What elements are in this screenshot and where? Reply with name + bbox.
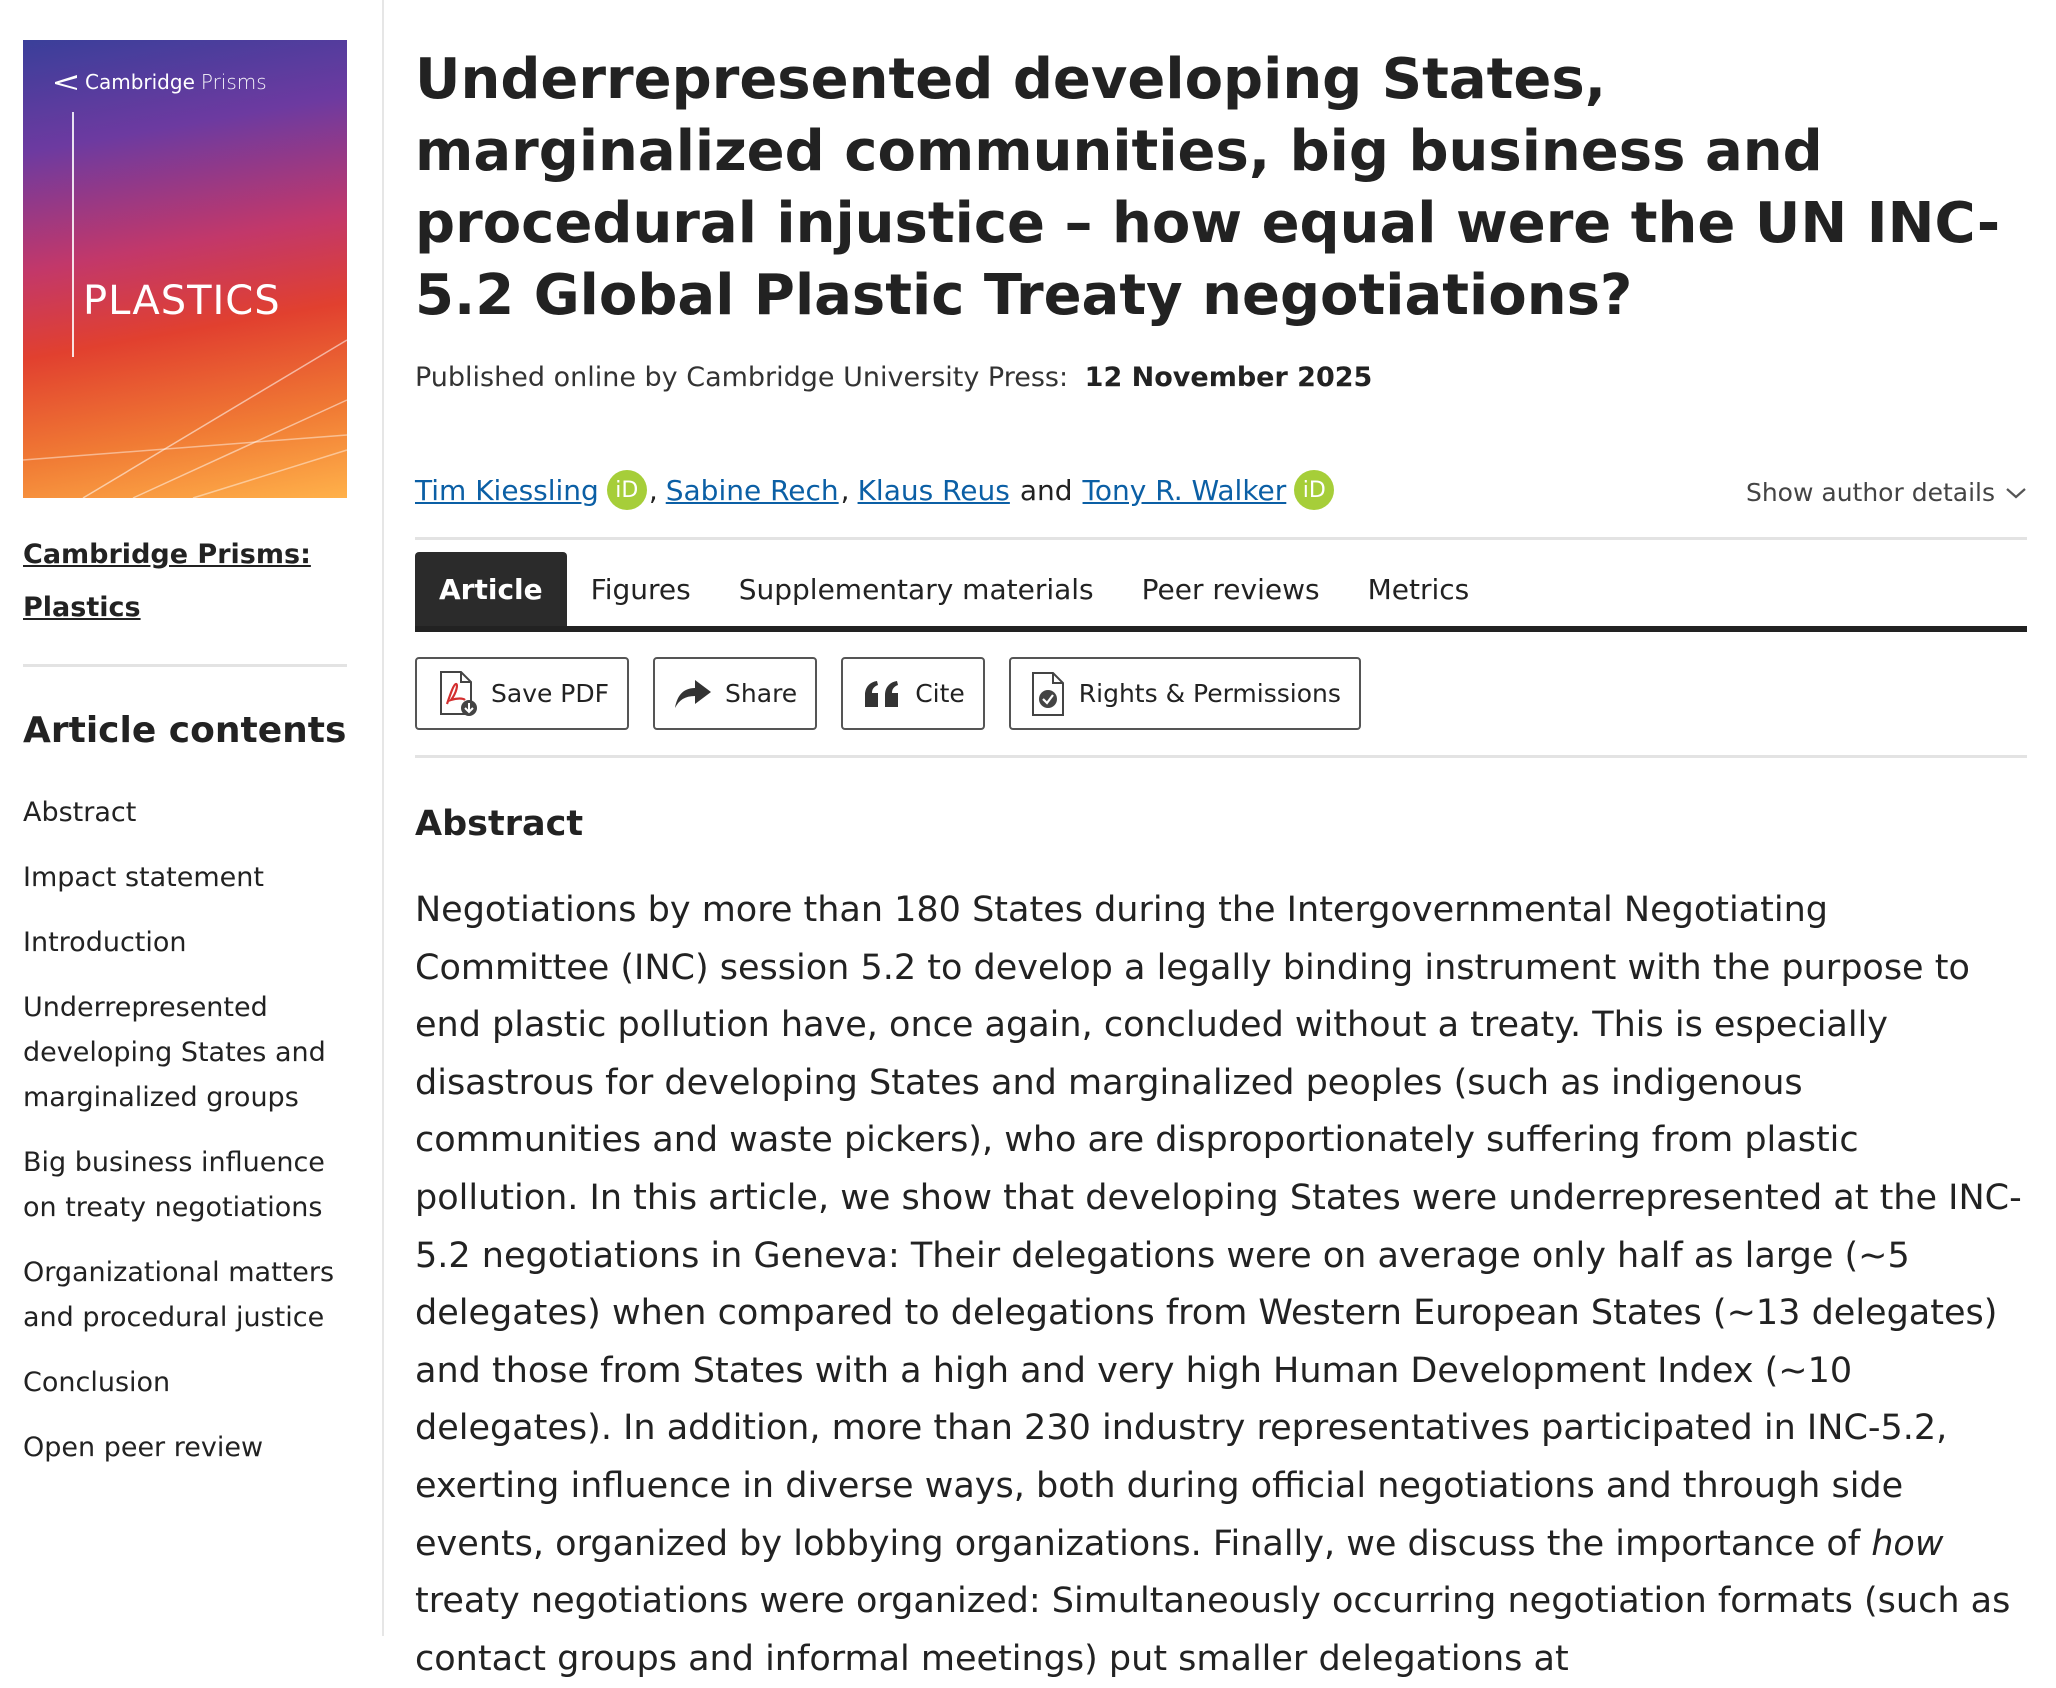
cover-title: PLASTICS xyxy=(83,278,281,324)
cite-label: Cite xyxy=(915,679,965,708)
abstract-heading: Abstract xyxy=(415,804,584,844)
contents-item-impact-statement[interactable]: Impact statement xyxy=(23,862,264,893)
share-label: Share xyxy=(725,679,798,708)
show-author-details-button[interactable] xyxy=(1746,478,2027,507)
abstract-emphasis: how xyxy=(1871,1523,1944,1564)
save-pdf-label: Save PDF xyxy=(491,679,610,708)
sidebar-divider xyxy=(23,664,347,667)
cite-button[interactable] xyxy=(841,657,985,730)
tab-figures[interactable]: Figures xyxy=(590,572,691,606)
abstract-text xyxy=(415,882,2027,1688)
tab-metrics[interactable]: Metrics xyxy=(1367,572,1470,606)
orcid-icon[interactable]: iD xyxy=(1294,470,1334,510)
contents-item-introduction[interactable]: Introduction xyxy=(23,927,187,958)
author-list xyxy=(415,470,1334,510)
abstract-text-part-2: treaty negotiations were organized: Simultaneously occurring negotiation formats (such as contact groups and informal meetings) put smaller delegations at xyxy=(415,1581,2011,1679)
author-link-3[interactable]: Klaus Reus xyxy=(857,473,1010,507)
contents-item-open-peer-review[interactable]: Open peer review xyxy=(23,1432,264,1463)
cover-brand-strong: Cambridge xyxy=(85,70,195,94)
contents-item-big-business[interactable]: Big business influence on treaty negotiations xyxy=(23,1147,325,1223)
author-link-1[interactable]: Tim Kiessling xyxy=(415,473,599,507)
contents-item-conclusion[interactable]: Conclusion xyxy=(23,1367,171,1398)
article-tabs xyxy=(415,552,2027,632)
share-arrow-icon xyxy=(673,678,713,710)
contents-item-abstract[interactable]: Abstract xyxy=(23,797,137,828)
published-line xyxy=(415,362,1372,393)
orcid-icon[interactable]: iD xyxy=(607,470,647,510)
pdf-download-icon xyxy=(435,670,479,718)
sidebar xyxy=(0,0,384,1636)
chevron-down-icon xyxy=(2005,486,2027,500)
journal-cover[interactable] xyxy=(23,40,347,498)
author-separator: , xyxy=(648,473,658,507)
rights-permissions-button[interactable] xyxy=(1009,657,1361,730)
author-separator: , xyxy=(840,473,850,507)
author-and: and xyxy=(1019,473,1073,507)
save-pdf-button[interactable] xyxy=(415,657,629,730)
journal-name-link[interactable]: Cambridge Prisms: Plastics xyxy=(23,539,311,623)
share-button[interactable] xyxy=(653,657,817,730)
cover-divider xyxy=(72,112,74,357)
rights-permissions-label: Rights & Permissions xyxy=(1078,679,1341,708)
header-divider xyxy=(415,537,2027,540)
published-label: Published online by Cambridge University Press: xyxy=(415,362,1069,393)
show-author-details-label: Show author details xyxy=(1745,478,1995,507)
published-date: 12 November 2025 xyxy=(1084,362,1373,393)
author-link-4[interactable]: Tony R. Walker xyxy=(1082,473,1287,507)
rights-document-icon xyxy=(1029,671,1067,717)
cover-brand xyxy=(53,70,267,94)
quote-icon xyxy=(861,679,903,709)
article-contents-title: Article contents xyxy=(23,710,347,751)
actions-divider xyxy=(415,755,2027,758)
tab-supplementary-materials[interactable]: Supplementary materials xyxy=(738,572,1094,606)
tab-article[interactable]: Article xyxy=(415,552,567,626)
cover-brand-light: Prisms xyxy=(200,70,267,94)
article-actions xyxy=(415,657,1361,730)
contents-item-organizational[interactable]: Organizational matters and procedural justice xyxy=(23,1257,335,1333)
author-link-2[interactable]: Sabine Rech xyxy=(665,473,839,507)
contents-item-underrepresented[interactable]: Underrepresented developing States and marginalized groups xyxy=(23,992,326,1113)
abstract-text-part-1: Negotiations by more than 180 States during the Intergovernmental Negotiating Committee (INC) session 5.2 to develop a legally binding instrument with the purpose to end plastic pollution have, once again, concluded without a treaty. This is especially disastrous for developing States and marginalized peoples (such as indigenous communities and waste pickers), who are disproportionately suffering from plastic pollution. In this article, we show that developing States were underrepresented at the INC-5.2 negotiations in Geneva: Their delegations were on average only half as large (~5 delegates) when compared to delegations from Western European States (~13 delegates) and those from States with a high and very high Human Development Index (~10 delegates). In addition, more than 230 industry representatives participated in INC-5.2, exerting influence in diverse ways, both during official negotiations and through side events, organized by lobbying organizations. Finally, we discuss the importance of xyxy=(415,890,2022,1564)
tab-peer-reviews[interactable]: Peer reviews xyxy=(1141,572,1320,606)
article-title: Underrepresented developing States, marginalized communities, big business and procedural injustice – how equal were the UN INC-5.2 Global Plastic Treaty negotiations? xyxy=(415,47,2001,328)
article-contents-list xyxy=(23,790,363,1490)
cambridge-logo-icon xyxy=(53,73,79,91)
